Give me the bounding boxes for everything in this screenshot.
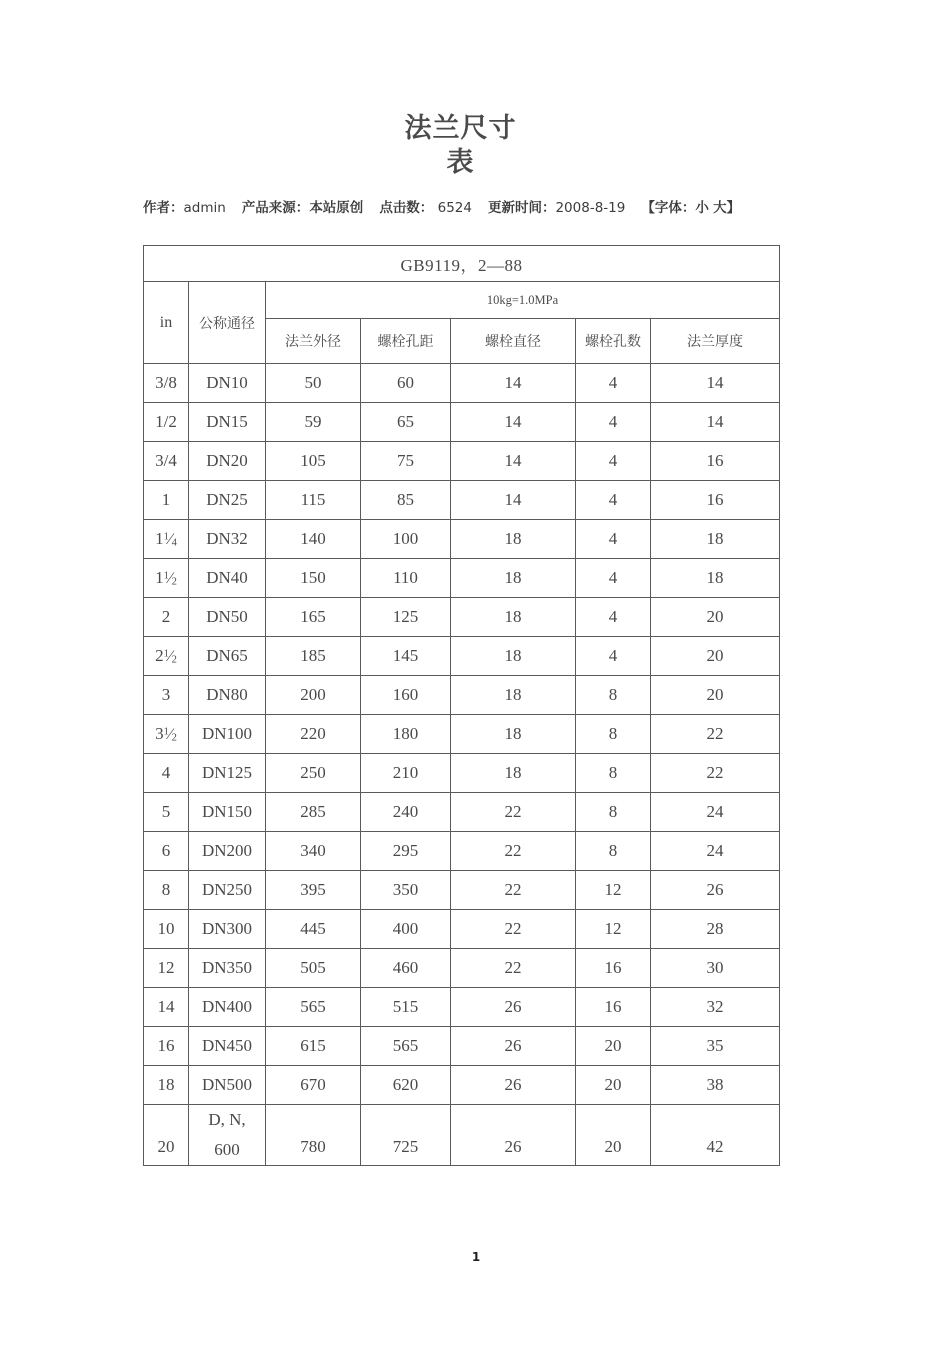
cell-flange-thickness[interactable]: 22 xyxy=(651,754,780,793)
cell-flange-od[interactable]: 150 xyxy=(266,559,361,598)
cell-nominal-diameter: DN150 xyxy=(189,793,266,832)
cell-nominal-diameter: DN500 xyxy=(189,1066,266,1105)
cell-flange-od[interactable]: 395 xyxy=(266,871,361,910)
cell-nominal-diameter: DN20 xyxy=(189,442,266,481)
meta-author-value: admin xyxy=(183,200,226,216)
cell-bolt-count[interactable]: 4 xyxy=(576,637,651,676)
cell-bolt-circle[interactable]: 400 xyxy=(361,910,451,949)
fraction-value: $3^1⁄_2$ xyxy=(155,724,177,744)
font-switcher-suffix: 】 xyxy=(726,200,741,216)
flange-dimensions-table xyxy=(143,245,780,1166)
cell-flange-od[interactable]: 615 xyxy=(266,1027,361,1066)
cell-flange-od[interactable]: 565 xyxy=(266,988,361,1027)
cell-flange-thickness[interactable]: 24 xyxy=(651,832,780,871)
cell-flange-od[interactable]: 505 xyxy=(266,949,361,988)
meta-updated-value: 2008-8-19 xyxy=(555,200,626,216)
cell-flange-thickness[interactable]: 16 xyxy=(651,481,780,520)
meta-updated xyxy=(488,196,625,216)
cell-bolt-diameter[interactable]: 14 xyxy=(451,442,576,481)
cell-bolt-count[interactable]: 20 xyxy=(576,1066,651,1105)
meta-updated-label: 更新时间： xyxy=(487,200,556,216)
cell-nominal-diameter: DN25 xyxy=(189,481,266,520)
cell-bolt-diameter[interactable]: 18 xyxy=(451,715,576,754)
flange-table-container xyxy=(143,245,779,1166)
cell-size-inches: 18 xyxy=(144,1066,189,1105)
cell-nominal-diameter: DN400 xyxy=(189,988,266,1027)
cell-bolt-count[interactable]: 8 xyxy=(576,676,651,715)
cell-bolt-diameter[interactable]: 26 xyxy=(451,988,576,1027)
cell-bolt-diameter[interactable]: 22 xyxy=(451,910,576,949)
page-number: 1 xyxy=(471,1250,481,1264)
cell-bolt-count[interactable]: 4 xyxy=(576,481,651,520)
cell-flange-thickness[interactable]: 30 xyxy=(651,949,780,988)
cell-bolt-diameter[interactable]: 18 xyxy=(451,559,576,598)
cell-flange-od[interactable]: 670 xyxy=(266,1066,361,1105)
table-row xyxy=(144,871,780,910)
cell-size-inches: 1 xyxy=(144,481,189,520)
table-row xyxy=(144,364,780,403)
cell-bolt-circle[interactable]: 60 xyxy=(361,364,451,403)
column-header-bolt-circle: 螺栓孔距 xyxy=(361,319,451,364)
cell-nominal-diameter: DN65 xyxy=(189,637,266,676)
cell-size-inches xyxy=(144,559,189,598)
table-row xyxy=(144,1027,780,1066)
cell-bolt-circle[interactable]: 240 xyxy=(361,793,451,832)
table-row xyxy=(144,1105,780,1166)
cell-bolt-circle[interactable]: 160 xyxy=(361,676,451,715)
cell-flange-thickness[interactable]: 24 xyxy=(651,793,780,832)
table-row xyxy=(144,559,780,598)
standard-row xyxy=(144,246,780,282)
cell-flange-thickness[interactable]: 35 xyxy=(651,1027,780,1066)
cell-bolt-count[interactable]: 20 xyxy=(576,1105,651,1166)
table-row xyxy=(144,442,780,481)
cell-bolt-circle[interactable]: 725 xyxy=(361,1105,451,1166)
cell-flange-thickness-selected[interactable]: 20 xyxy=(651,676,780,715)
cell-flange-thickness[interactable]: 18 xyxy=(651,520,780,559)
cell-bolt-circle[interactable]: 110 xyxy=(361,559,451,598)
cell-bolt-circle[interactable]: 145 xyxy=(361,637,451,676)
cell-bolt-diameter[interactable]: 14 xyxy=(451,403,576,442)
cell-bolt-diameter[interactable]: 26 xyxy=(451,1027,576,1066)
cell-nominal-diameter: DN10 xyxy=(189,364,266,403)
meta-author xyxy=(143,196,226,216)
cell-bolt-diameter[interactable]: 22 xyxy=(451,949,576,988)
cell-size-inches: 16 xyxy=(144,1027,189,1066)
cell-flange-thickness[interactable]: 14 xyxy=(651,403,780,442)
standard-title: GB9119，2—88 xyxy=(144,246,780,282)
cell-size-inches: 3 xyxy=(144,676,189,715)
table-row xyxy=(144,910,780,949)
meta-source-label: 产品来源： xyxy=(241,200,310,216)
column-header-nominal-diameter: 公称通径 xyxy=(189,282,266,364)
cell-bolt-diameter[interactable]: 18 xyxy=(451,598,576,637)
cell-size-inches: 10 xyxy=(144,910,189,949)
cell-nominal-diameter: DN350 xyxy=(189,949,266,988)
table-row xyxy=(144,793,780,832)
meta-hits xyxy=(379,196,472,216)
meta-hits-label: 点击数： xyxy=(379,200,434,216)
cell-bolt-count[interactable]: 20 xyxy=(576,1027,651,1066)
cell-flange-thickness[interactable]: 16 xyxy=(651,442,780,481)
cell-bolt-diameter[interactable]: 18 xyxy=(451,637,576,676)
cell-flange-od[interactable]: 50 xyxy=(266,364,361,403)
cell-bolt-diameter[interactable]: 18 xyxy=(451,754,576,793)
fraction-value: $2^1⁄_2$ xyxy=(155,646,177,666)
font-switcher-prefix: 【字体： xyxy=(641,200,696,216)
cell-bolt-circle[interactable]: 350 xyxy=(361,871,451,910)
cell-size-inches: 3/4 xyxy=(144,442,189,481)
nominal-line-1: D, N, xyxy=(208,1110,246,1129)
table-row xyxy=(144,637,780,676)
cell-size-inches: 6 xyxy=(144,832,189,871)
cell-size-inches: 2 xyxy=(144,598,189,637)
cell-bolt-circle[interactable]: 515 xyxy=(361,988,451,1027)
cell-nominal-diameter: DN80 xyxy=(189,676,266,715)
cell-nominal-diameter: DN125 xyxy=(189,754,266,793)
column-header-flange-thickness: 法兰厚度 xyxy=(651,319,780,364)
cell-bolt-diameter[interactable]: 14 xyxy=(451,481,576,520)
column-header-bolt-count: 螺栓孔数 xyxy=(576,319,651,364)
cell-flange-od[interactable]: 165 xyxy=(266,598,361,637)
table-row xyxy=(144,754,780,793)
cell-nominal-diameter: DN100 xyxy=(189,715,266,754)
cell-bolt-circle[interactable]: 620 xyxy=(361,1066,451,1105)
article-meta xyxy=(143,196,803,216)
cell-bolt-count[interactable]: 4 xyxy=(576,559,651,598)
cell-flange-od[interactable]: 140 xyxy=(266,520,361,559)
cell-bolt-count[interactable]: 4 xyxy=(576,442,651,481)
cell-bolt-circle[interactable]: 85 xyxy=(361,481,451,520)
table-row xyxy=(144,949,780,988)
cell-nominal-diameter: DN50 xyxy=(189,598,266,637)
cell-bolt-circle[interactable]: 100 xyxy=(361,520,451,559)
pressure-rating-label: 10kg=1.0MPa xyxy=(266,282,780,319)
cell-bolt-count[interactable]: 4 xyxy=(576,364,651,403)
table-row xyxy=(144,598,780,637)
cell-bolt-count[interactable]: 12 xyxy=(576,871,651,910)
cell-nominal-diameter: DN300 xyxy=(189,910,266,949)
table-row xyxy=(144,676,780,715)
cell-bolt-count[interactable]: 4 xyxy=(576,403,651,442)
page-title-line2: 表 xyxy=(446,147,475,178)
cell-bolt-circle[interactable]: 210 xyxy=(361,754,451,793)
nominal-line-2: 600 xyxy=(214,1140,240,1159)
font-size-large-button[interactable]: 大 xyxy=(713,200,727,216)
cell-size-inches: 1/2 xyxy=(144,403,189,442)
cell-size-inches xyxy=(144,520,189,559)
cell-bolt-count[interactable]: 8 xyxy=(576,832,651,871)
table-row xyxy=(144,832,780,871)
table-body xyxy=(144,364,780,1166)
cell-nominal-diameter: DN32 xyxy=(189,520,266,559)
cell-bolt-diameter[interactable]: 22 xyxy=(451,832,576,871)
cell-flange-thickness[interactable]: 38 xyxy=(651,1066,780,1105)
cell-flange-thickness[interactable]: 28 xyxy=(651,910,780,949)
cell-bolt-count[interactable]: 16 xyxy=(576,949,651,988)
cell-bolt-diameter[interactable]: 22 xyxy=(451,793,576,832)
cell-bolt-count[interactable]: 12 xyxy=(576,910,651,949)
font-size-small-button[interactable]: 小 xyxy=(695,200,709,216)
cell-bolt-count[interactable]: 16 xyxy=(576,988,651,1027)
page-title-line1: 法兰尺寸 xyxy=(404,113,517,144)
cell-bolt-diameter[interactable]: 18 xyxy=(451,676,576,715)
cell-size-inches: 14 xyxy=(144,988,189,1027)
table-row xyxy=(144,715,780,754)
cell-bolt-diameter[interactable]: 26 xyxy=(451,1105,576,1166)
cell-bolt-diameter[interactable]: 22 xyxy=(451,871,576,910)
meta-source-value: 本站原创 xyxy=(309,200,364,216)
cell-flange-thickness[interactable]: 20 xyxy=(651,598,780,637)
cell-size-inches: 3/8 xyxy=(144,364,189,403)
cell-flange-thickness[interactable]: 20 xyxy=(651,637,780,676)
cell-flange-od[interactable]: 285 xyxy=(266,793,361,832)
cell-flange-thickness[interactable]: 32 xyxy=(651,988,780,1027)
cell-flange-od[interactable]: 250 xyxy=(266,754,361,793)
cell-bolt-circle[interactable]: 75 xyxy=(361,442,451,481)
cell-bolt-diameter[interactable]: 26 xyxy=(451,1066,576,1105)
table-row xyxy=(144,1066,780,1105)
cell-bolt-circle[interactable]: 295 xyxy=(361,832,451,871)
cell-flange-thickness[interactable]: 18 xyxy=(651,559,780,598)
cell-flange-thickness[interactable]: 42 xyxy=(651,1105,780,1166)
cell-flange-od[interactable]: 200 xyxy=(266,676,361,715)
cell-nominal-diameter: DN250 xyxy=(189,871,266,910)
cell-flange-od[interactable]: 59 xyxy=(266,403,361,442)
font-size-switcher xyxy=(641,196,740,216)
cell-size-inches: 20 xyxy=(144,1105,189,1166)
table-row xyxy=(144,481,780,520)
cell-bolt-circle[interactable]: 565 xyxy=(361,1027,451,1066)
cell-size-inches xyxy=(144,637,189,676)
cell-bolt-count[interactable]: 8 xyxy=(576,715,651,754)
cell-nominal-diameter: DN40 xyxy=(189,559,266,598)
meta-author-label: 作者： xyxy=(143,200,184,216)
cell-flange-od[interactable]: 220 xyxy=(266,715,361,754)
page-title xyxy=(143,112,778,180)
column-header-bolt-diameter: 螺栓直径 xyxy=(451,319,576,364)
pressure-row xyxy=(144,282,780,319)
fraction-value: $1^1⁄_4$ xyxy=(155,529,177,549)
meta-source xyxy=(242,196,364,216)
table-row xyxy=(144,988,780,1027)
cell-nominal-diameter: DN200 xyxy=(189,832,266,871)
cell-size-inches: 5 xyxy=(144,793,189,832)
cell-flange-od[interactable]: 445 xyxy=(266,910,361,949)
cell-size-inches: 8 xyxy=(144,871,189,910)
cell-bolt-circle[interactable]: 180 xyxy=(361,715,451,754)
cell-size-inches: 4 xyxy=(144,754,189,793)
cell-bolt-count[interactable]: 4 xyxy=(576,520,651,559)
cell-flange-thickness[interactable]: 14 xyxy=(651,364,780,403)
cell-flange-thickness[interactable]: 22 xyxy=(651,715,780,754)
cell-flange-od[interactable]: 780 xyxy=(266,1105,361,1166)
table-row xyxy=(144,403,780,442)
cell-bolt-count[interactable]: 4 xyxy=(576,598,651,637)
column-header-in: in xyxy=(144,282,189,364)
cell-nominal-diameter: DN450 xyxy=(189,1027,266,1066)
cell-flange-od[interactable]: 185 xyxy=(266,637,361,676)
cell-nominal-diameter: DN15 xyxy=(189,403,266,442)
cell-bolt-diameter[interactable]: 18 xyxy=(451,520,576,559)
column-header-flange-od: 法兰外径 xyxy=(266,319,361,364)
cell-flange-od[interactable]: 105 xyxy=(266,442,361,481)
cell-nominal-diameter xyxy=(189,1105,266,1166)
cell-bolt-diameter[interactable]: 14 xyxy=(451,364,576,403)
cell-bolt-circle[interactable]: 65 xyxy=(361,403,451,442)
table-head xyxy=(144,246,780,364)
cell-bolt-circle[interactable]: 460 xyxy=(361,949,451,988)
cell-size-inches: 12 xyxy=(144,949,189,988)
fraction-value: $1^1⁄_2$ xyxy=(155,568,177,588)
cell-flange-thickness[interactable]: 26 xyxy=(651,871,780,910)
cell-size-inches xyxy=(144,715,189,754)
table-row xyxy=(144,520,780,559)
cell-bolt-count[interactable]: 8 xyxy=(576,793,651,832)
meta-hits-value: 6524 xyxy=(437,200,472,216)
cell-flange-od[interactable]: 340 xyxy=(266,832,361,871)
cell-flange-od[interactable]: 115 xyxy=(266,481,361,520)
cell-bolt-count[interactable]: 8 xyxy=(576,754,651,793)
cell-bolt-circle[interactable]: 125 xyxy=(361,598,451,637)
